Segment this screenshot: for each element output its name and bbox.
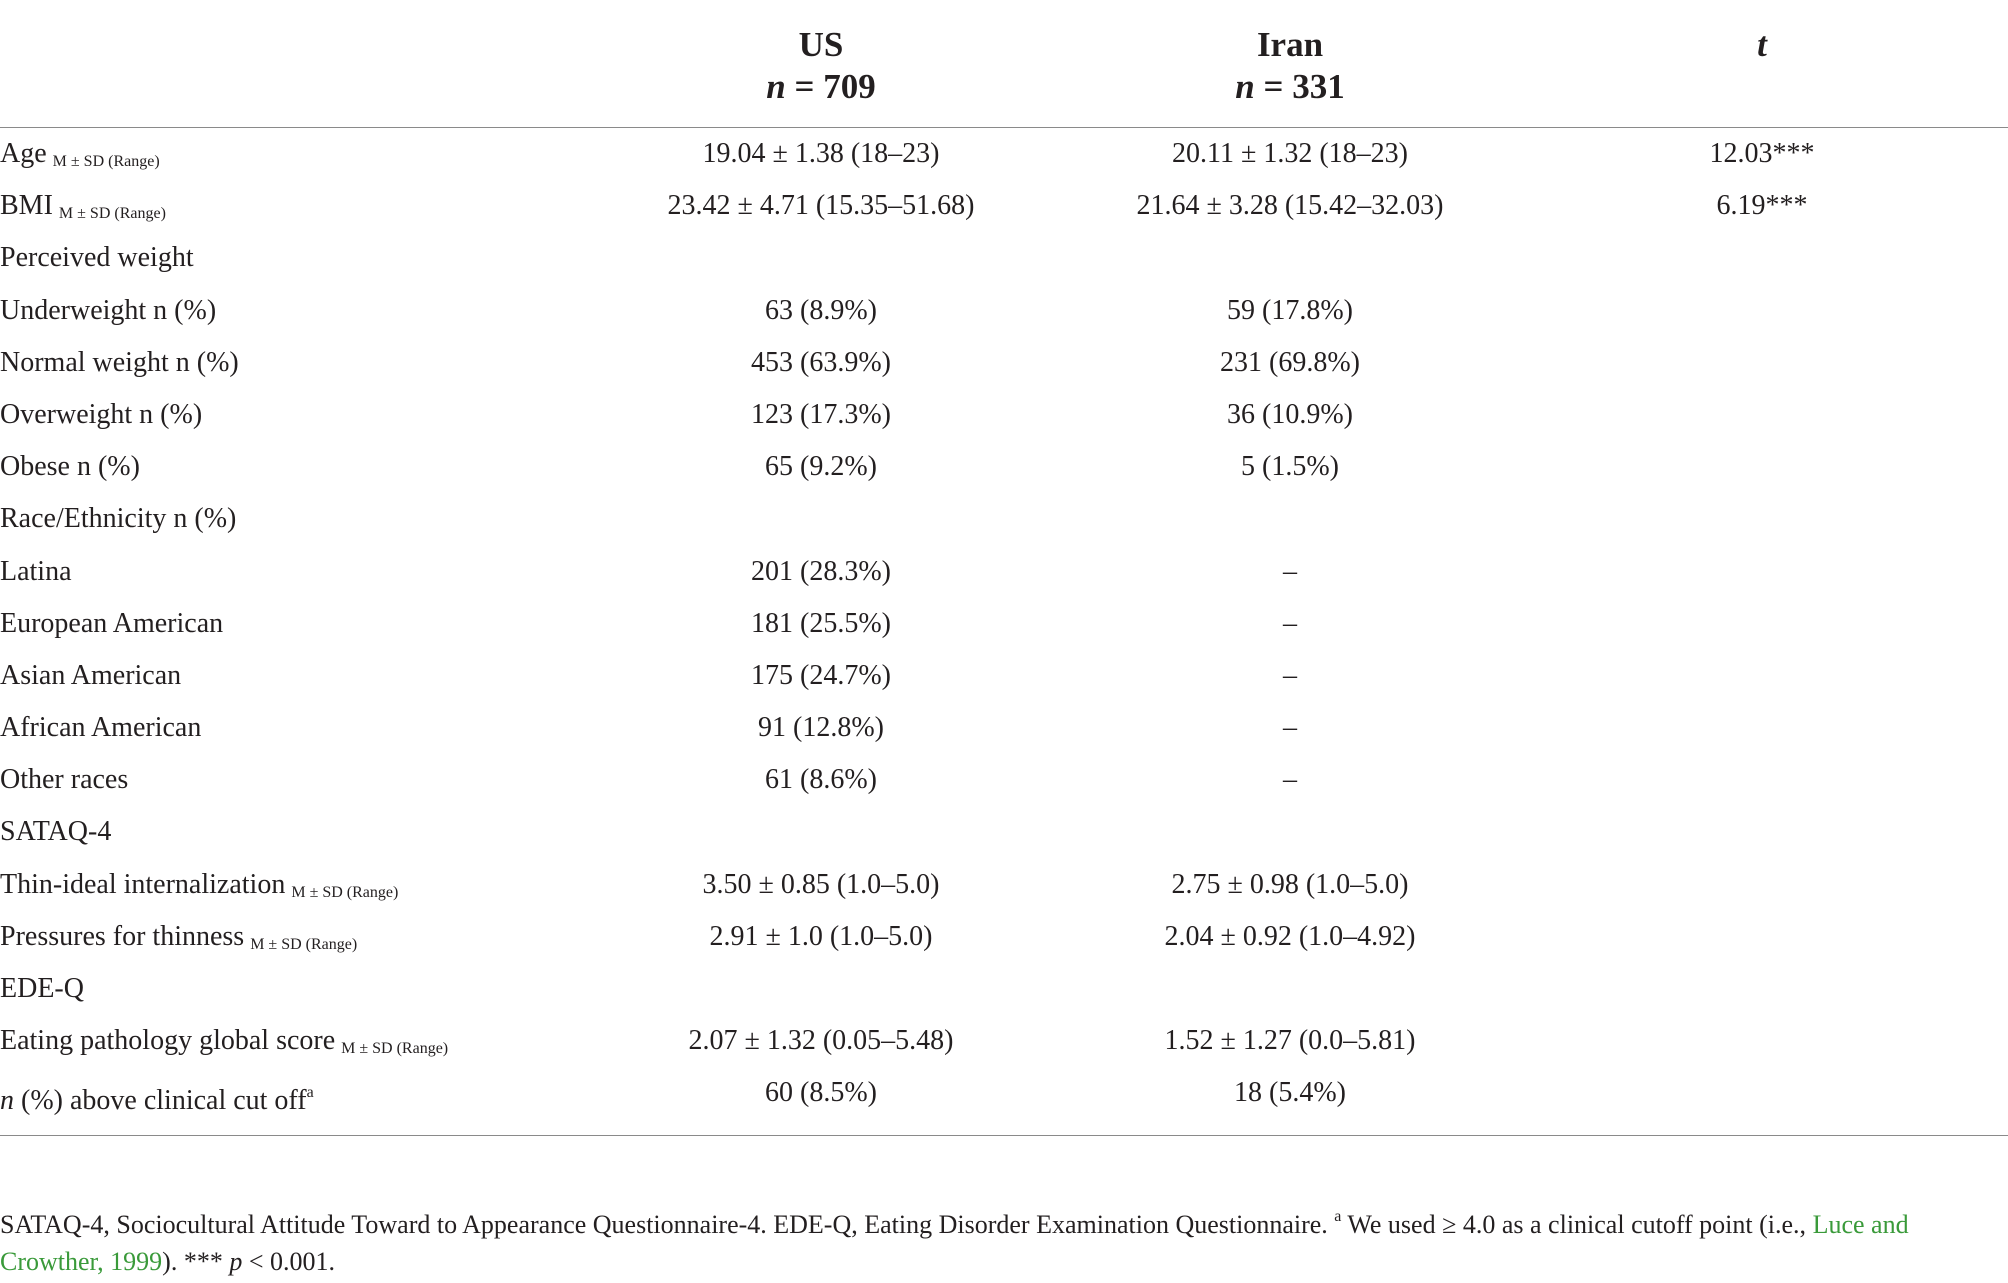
cell-us: 3.50 ± 0.85 (1.0–5.0)	[702, 868, 940, 900]
table-header	[0, 0, 2008, 128]
row-label: Perceived weight	[0, 242, 194, 274]
table-bottom-rule	[0, 1135, 2008, 1136]
cell-us: 91 (12.8%)	[758, 712, 884, 744]
table-row	[0, 702, 2008, 754]
table-row	[0, 806, 2008, 858]
cell-us: 453 (63.9%)	[751, 346, 891, 378]
row-label: EDE-Q	[0, 973, 84, 1004]
table-row	[0, 285, 2008, 337]
cell-iran: –	[1283, 764, 1297, 796]
row-label-stat-note: M ± SD (Range)	[341, 1040, 449, 1058]
cell-iran: –	[1283, 659, 1297, 691]
table-row	[0, 1015, 2008, 1067]
cell-us: 60 (8.5%)	[765, 1077, 877, 1109]
table-row	[0, 859, 2008, 911]
cell-us: 63 (8.9%)	[765, 294, 877, 326]
row-label: Age $_{M \pm SD (Range)}$	[0, 138, 160, 170]
cell-iran: 231 (69.8%)	[1220, 346, 1360, 378]
cell-us: 2.91 ± 1.0 (1.0–5.0)	[709, 920, 933, 952]
row-label-stat-note: M ± SD (Range)	[250, 935, 358, 953]
row-label: Latina	[0, 555, 72, 587]
citation-link[interactable]: Luce and Crowther, 1999	[0, 1210, 1909, 1276]
row-label: Eating pathology global score $_{M \pm SD (Range)}$	[0, 1025, 449, 1058]
row-label: SATAQ-4	[0, 816, 112, 848]
table-row	[0, 963, 2008, 1015]
table-row	[0, 650, 2008, 702]
cell-iran: 18 (5.4%)	[1234, 1077, 1346, 1109]
cell-t: 6.19***	[1716, 190, 1808, 222]
column-header-us: US n = 709	[766, 25, 876, 106]
table-row	[0, 232, 2008, 284]
row-label: Thin-ideal internalization $_{M \pm SD (Range)}$	[0, 868, 399, 901]
cell-iran: 20.11 ± 1.32 (18–23)	[1172, 138, 1408, 169]
cell-iran: 59 (17.8%)	[1227, 294, 1353, 326]
table-footnote: SATAQ-4, Sociocultural Attitude Toward to Appearance Questionnaire-4. EDE-Q, Eating Disorder Examination Questionnaire. $^a$ We used ≥ 4.0 as a clinical cutoff point (i.e., Luce and Crowther, 1999). *** p < 0.001.	[0, 1208, 1909, 1276]
cell-iran: –	[1283, 607, 1297, 639]
cell-iran: 36 (10.9%)	[1227, 398, 1353, 430]
cell-us: 181 (25.5%)	[751, 607, 891, 639]
cell-iran: 1.52 ± 1.27 (0.0–5.81)	[1164, 1025, 1416, 1057]
row-label-stat-note: M ± SD (Range)	[52, 153, 160, 170]
table-row	[0, 441, 2008, 493]
cell-us: 19.04 ± 1.38 (18–23)	[702, 138, 940, 169]
column-header-t: t	[1757, 25, 1767, 64]
column-header-iran: Iran n = 331	[1235, 25, 1345, 106]
cell-us: 175 (24.7%)	[751, 659, 891, 691]
cell-iran: 5 (1.5%)	[1241, 451, 1339, 483]
table-body	[0, 128, 2008, 1120]
table-row	[0, 389, 2008, 441]
table-row	[0, 1067, 2008, 1119]
cell-us: 23.42 ± 4.71 (15.35–51.68)	[667, 190, 975, 222]
cell-t: 12.03***	[1709, 138, 1815, 169]
cell-us: 2.07 ± 1.32 (0.05–5.48)	[688, 1025, 954, 1057]
table-row	[0, 493, 2008, 545]
row-label: European American	[0, 607, 224, 639]
row-label: Normal weight n (%)	[0, 346, 239, 378]
table-row	[0, 546, 2008, 598]
row-label: Pressures for thinness $_{M \pm SD (Range)}$	[0, 920, 358, 953]
cell-iran: 2.75 ± 0.98 (1.0–5.0)	[1171, 868, 1409, 900]
table-row	[0, 598, 2008, 650]
cell-us: 123 (17.3%)	[751, 398, 891, 430]
cell-iran: 21.64 ± 3.28 (15.42–32.03)	[1136, 190, 1444, 222]
cell-us: 65 (9.2%)	[765, 451, 877, 483]
row-label: Race/Ethnicity n (%)	[0, 503, 237, 535]
table-row	[0, 337, 2008, 389]
table-row	[0, 911, 2008, 963]
row-label: Underweight n (%)	[0, 294, 217, 326]
row-label: Obese n (%)	[0, 451, 140, 483]
row-label-stat-note: M ± SD (Range)	[58, 205, 166, 223]
row-label: BMI $_{M \pm SD (Range)}$	[0, 190, 166, 223]
cell-iran: 2.04 ± 0.92 (1.0–4.92)	[1164, 920, 1416, 952]
row-label: African American	[0, 712, 202, 744]
cell-iran: –	[1283, 712, 1297, 744]
table-row	[0, 754, 2008, 806]
row-label: Asian American	[0, 659, 182, 691]
cell-us: 61 (8.6%)	[765, 764, 877, 796]
row-label: Other races	[0, 764, 129, 796]
row-label-stat-note: M ± SD (Range)	[291, 883, 399, 901]
cell-us: 201 (28.3%)	[751, 555, 891, 587]
row-label: Overweight n (%)	[0, 398, 203, 430]
cell-iran: –	[1283, 555, 1297, 587]
table-row	[0, 180, 2008, 232]
row-label: n (%) above clinical cut off$^a$	[0, 1084, 314, 1117]
table-row	[0, 128, 2008, 180]
